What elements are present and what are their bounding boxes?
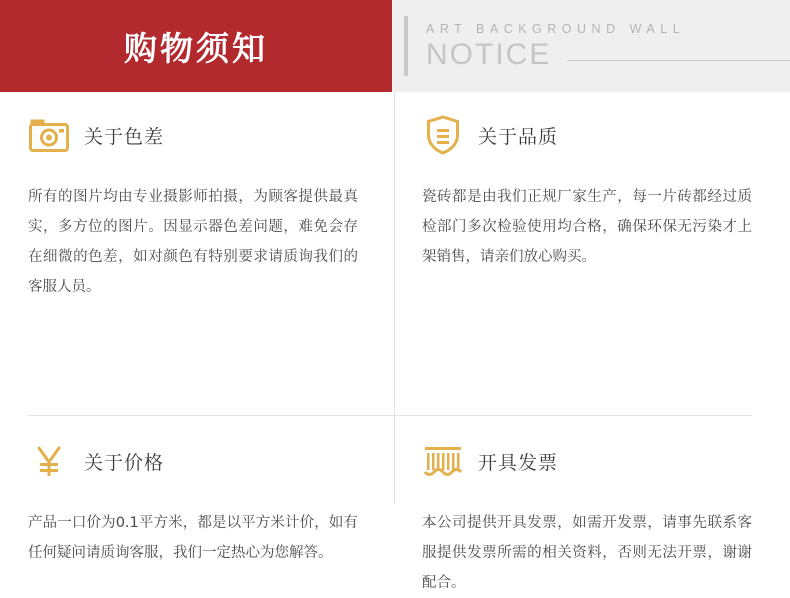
notice-section-price — [28, 432, 368, 568]
section-title: 关于价格 — [84, 451, 165, 474]
header-title-block — [0, 0, 392, 92]
header-notice-en: NOTICE — [426, 38, 552, 71]
section-header — [422, 106, 762, 164]
section-header — [28, 106, 368, 164]
section-title: 开具发票 — [478, 451, 559, 474]
notice-section-quality — [422, 106, 762, 272]
notice-section-invoice — [422, 432, 762, 598]
header-notice-row — [426, 38, 790, 72]
invoice-icon — [422, 440, 464, 482]
section-title: 关于色差 — [84, 125, 165, 148]
section-body: 产品一口价为0.1平方米，都是以平方米计价，如有任何疑问请质询客服，我们一定热心为您解答。 — [28, 515, 358, 561]
header-accent-bar — [404, 16, 408, 76]
section-title: 关于品质 — [478, 125, 559, 148]
section-body: 瓷砖都是由我们正规厂家生产，每一片砖都经过质检部门多次检验使用均合格，确保环保无污染才上架销售，请亲们放心购买。 — [422, 189, 752, 265]
page-title: 购物须知 — [124, 28, 268, 68]
notice-section-color — [28, 106, 368, 302]
grid-horizontal-divider — [28, 415, 752, 416]
shield-quality-icon — [422, 114, 464, 156]
notice-grid — [0, 92, 790, 591]
section-body: 所有的图片均由专业摄影师拍摄，为顾客提供最真实，多方位的图片。因显示器色差问题，难免会存在细微的色差，如对颜色有特别要求请质询我们的客服人员。 — [28, 189, 358, 295]
section-header — [28, 432, 368, 490]
section-header — [422, 432, 762, 490]
grid-vertical-divider — [394, 92, 395, 504]
page-header — [0, 0, 790, 92]
section-body: 本公司提供开具发票，如需开发票，请事先联系客服提供发票所需的相关资料，否则无法开票，谢谢配合。 — [422, 515, 752, 591]
header-subtitle-block — [392, 0, 790, 92]
camera-icon — [28, 114, 70, 156]
yuan-price-icon — [28, 440, 70, 482]
header-subtitle-en: ART BACKGROUND WALL — [426, 22, 686, 36]
header-divider-line — [567, 60, 790, 61]
